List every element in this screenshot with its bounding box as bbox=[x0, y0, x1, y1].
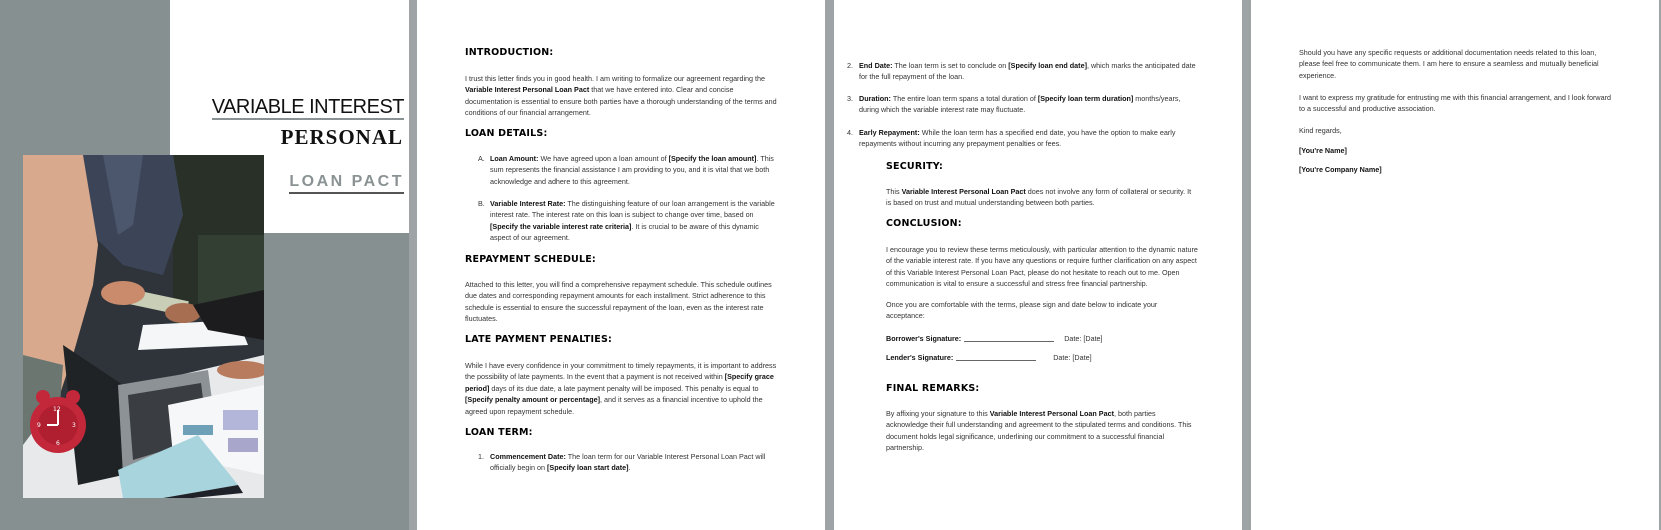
document-page-4 bbox=[1251, 0, 1661, 530]
borrower-date: Date: [Date] bbox=[1064, 334, 1103, 343]
duration-item: 3. Duration: The entire loan term spans a total duration of [Specify loan term duration] months/years, during which the variable interest rate may fluctuate. bbox=[847, 94, 1181, 115]
loan-amount-item: A. Loan Amount: We have agreed upon a loan amount of [Specify the loan amount]. This sum represents the financial assistance I am providing to you, and it is vital that we both acknowledge and adhere to this agreement. bbox=[478, 154, 774, 186]
cover-page bbox=[0, 0, 409, 530]
late-penalties-heading: LATE PAYMENT PENALTIES: bbox=[465, 334, 613, 345]
lender-date: Date: [Date] bbox=[1053, 353, 1092, 362]
svg-text:9: 9 bbox=[37, 422, 41, 429]
svg-text:12: 12 bbox=[53, 406, 61, 413]
cover-photo bbox=[23, 155, 264, 498]
document-page-2 bbox=[417, 0, 825, 530]
final-remarks-paragraph: By affixing your signature to this Variable Interest Personal Loan Pact, both parties acknowledge their full understanding and agreement to the stipulated terms and conditions. This document holds legal significance, underlining our commitment to a successful financial partnership. bbox=[886, 409, 1192, 453]
borrower-signature-line[interactable] bbox=[964, 341, 1054, 342]
commencement-date-item: 1. Commencement Date: The loan term for our Variable Interest Personal Loan Pact will officially begin on [Specify loan start date]. bbox=[478, 452, 766, 473]
closing-paragraph-2: I want to express my gratitude for entrusting me with this financial arrangement, and I look forward to a successful and productive association. bbox=[1299, 93, 1612, 114]
repayment-schedule-paragraph: Attached to this letter, you will find a comprehensive repayment schedule. This schedule outlines due dates and corresponding repayment amounts for each installment. Strict adherence to this schedule is essential to ensure the successful repayment of the loan, even as the interest rate fluctuates. bbox=[465, 280, 772, 324]
end-date-item: 2. End Date: The loan term is set to conclude on [Specify loan end date], which marks the anticipated date for the full repayment of the loan. bbox=[847, 61, 1196, 82]
kind-regards: Kind regards, bbox=[1299, 126, 1342, 135]
closing-paragraph-1: Should you have any specific requests or additional documentation needs related to this loan, please feel free to communicate them. I am here to ensure a seamless and mutually beneficial experience. bbox=[1299, 48, 1599, 80]
loan-details-heading: LOAN DETAILS: bbox=[465, 128, 548, 139]
introduction-heading: INTRODUCTION: bbox=[465, 47, 554, 58]
conclusion-paragraph: I encourage you to review these terms meticulously, with particular attention to the dynamic nature of the variable interest rate. If you have any questions or require further clarification on any aspect of this Variable Interest Personal Loan Pact, please do not hesitate to reach out to me. Open communication is vital to ensure a successful and stress free financial partnership. bbox=[886, 245, 1198, 289]
early-repayment-item: 4. Early Repayment: While the loan term has a specified end date, you have the option to make early repayments without incurring any prepayment penalties or fees. bbox=[847, 128, 1176, 149]
lender-signature-row: Lender's Signature: Date: [Date] bbox=[886, 353, 1092, 362]
variable-rate-item: B. Variable Interest Rate: The distinguishing feature of our loan arrangement is the variable interest rate. The interest rate on this loan is subject to change over time, based on [Specify the variable interest rate criteria]. It is crucial to be aware of this dynamic aspect of our agreement. bbox=[478, 199, 775, 243]
conclusion-heading: CONCLUSION: bbox=[886, 218, 962, 229]
sign-prompt: Once you are comfortable with the terms, please sign and date below to indicate your acceptance: bbox=[886, 300, 1158, 321]
late-penalties-paragraph: While I have every confidence in your commitment to timely repayments, it is important to address the possibility of late payments. In the event that a payment is not received within [Specify grace period] days of its due date, a late payment penalty will be imposed. This penalty is equal to [Specify penalty amount or percentage], and it serves as a financial incentive to uphold the agreed upon repayment schedule. bbox=[465, 361, 777, 416]
sender-company: [You're Company Name] bbox=[1299, 165, 1382, 174]
security-paragraph: This Variable Interest Personal Loan Pact does not involve any form of collateral or security. It is based on trust and mutual understanding between both parties. bbox=[886, 187, 1192, 208]
cover-title-line1: VARIABLE INTEREST bbox=[211, 96, 404, 118]
business-cash-exchange-image bbox=[23, 155, 264, 498]
svg-text:3: 3 bbox=[72, 422, 76, 429]
introduction-paragraph: I trust this letter finds you in good health. I am writing to formalize our agreement regarding the Variable Interest Personal Loan Pact that we have entered into. Clear and concise documentation is essential to ensure both parties have a thorough understanding of the terms and conditions of our financial arrangement. bbox=[465, 74, 777, 118]
security-heading: SECURITY: bbox=[886, 161, 944, 172]
borrower-signature-row: Borrower's Signature: Date: [Date] bbox=[886, 334, 1103, 343]
final-remarks-heading: FINAL REMARKS: bbox=[886, 383, 980, 394]
cover-title-line2: PERSONAL bbox=[280, 125, 403, 149]
document-page-3 bbox=[834, 0, 1242, 530]
svg-text:6: 6 bbox=[56, 440, 60, 447]
loan-term-heading: LOAN TERM: bbox=[465, 427, 533, 438]
repayment-schedule-heading: REPAYMENT SCHEDULE: bbox=[465, 254, 596, 265]
lender-signature-line[interactable] bbox=[956, 360, 1036, 361]
cover-subtitle: LOAN PACT bbox=[289, 173, 404, 194]
sender-name: [You're Name] bbox=[1299, 146, 1347, 155]
